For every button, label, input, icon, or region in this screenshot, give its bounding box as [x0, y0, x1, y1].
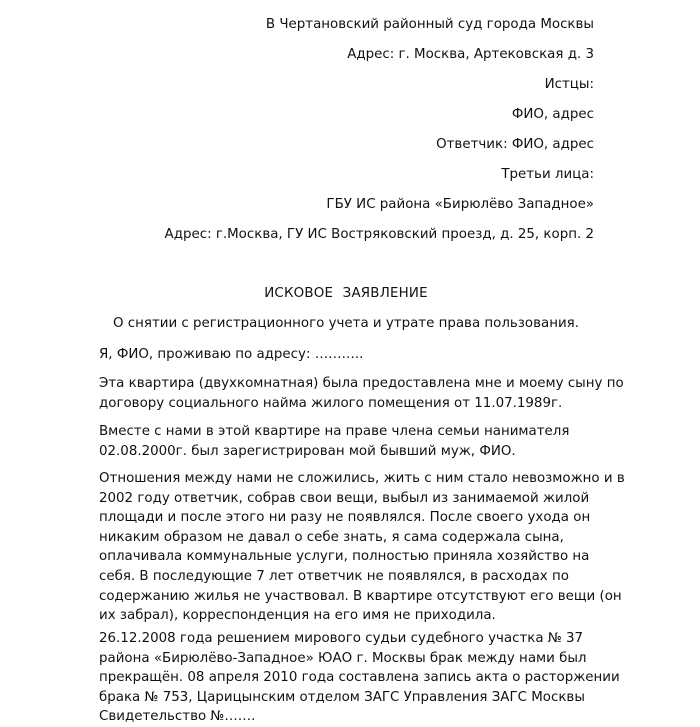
- paragraph-line: 2002 году ответчик, собрав свои вещи, выбыл из занимаемой жилой: [99, 490, 590, 506]
- paragraph-divorce: [99, 629, 620, 727]
- paragraph-line: Свидетельство №…….: [99, 709, 256, 725]
- paragraph-relations: [99, 469, 625, 626]
- paragraph-line: площади и после этого ни разу не появлялся. После своего ухода он: [99, 510, 591, 526]
- paragraph-registration: [99, 422, 599, 461]
- paragraph-line: их забрал), корреспонденция на его имя не приходила.: [99, 608, 496, 624]
- paragraph-line: Вместе с нами в этой квартире на праве члена семьи нанимателя: [99, 424, 570, 439]
- paragraph-line: брака № 753, Царицынским отделом ЗАГС Управления ЗАГС Москвы: [99, 689, 585, 705]
- paragraph-line: Эта квартира (двухкомнатная) была предоставлена мне и моему сыну по: [99, 376, 624, 391]
- paragraph-line: Отношения между нами не сложились, жить с ним стало невозможно и в: [99, 471, 625, 486]
- court-address: Адрес: г. Москва, Артековская д. 3: [347, 47, 594, 62]
- paragraph-line: содержанию жилья не участвовал. В квартире отсутствуют его вещи (он: [99, 588, 622, 604]
- third-party-address: Адрес: г.Москва, ГУ ИС Востряковский проезд, д. 25, корп. 2: [164, 227, 594, 242]
- third-parties-label: Третьи лица:: [501, 167, 594, 182]
- paragraph-apartment: [99, 374, 624, 413]
- paragraph-line: 26.12.2008 года решением мирового судьи судебного участка № 37: [99, 631, 584, 646]
- paragraph-line: договору социального найма жилого помещения от 11.07.1989г.: [99, 395, 563, 411]
- plaintiffs-label: Истцы:: [544, 77, 594, 92]
- defendant-line: Ответчик: ФИО, адрес: [436, 137, 594, 152]
- paragraph-line: района «Бирюлёво-Западное» ЮАО г. Москвы брак между нами был: [99, 650, 587, 666]
- paragraph-line: 02.08.2000г. был зарегистрирован мой бывший муж, ФИО.: [99, 443, 516, 459]
- document-title: ИСКОВОЕ ЗАЯВЛЕНИЕ: [264, 286, 428, 301]
- paragraph-line: себя. В последующие 7 лет ответчик не появлялся, в расходах по: [99, 568, 569, 584]
- document-subtitle: О снятии с регистрационного учета и утрате права пользования.: [112, 316, 579, 331]
- paragraph-line: Я, ФИО, проживаю по адресу: ………..: [99, 347, 364, 362]
- paragraph-residence: [99, 345, 599, 365]
- court-name: В Чертановский районный суд города Москвы: [265, 17, 594, 32]
- paragraph-line: никаким образом не давал о себе знать, я сама содержала сына,: [99, 529, 564, 545]
- paragraph-line: прекращён. 08 апреля 2010 года составлена запись акта о расторжении: [99, 670, 620, 686]
- paragraph-line: оплачивала коммунальные услуги, полностью приняла хозяйство на: [99, 549, 590, 565]
- plaintiffs-value: ФИО, адрес: [511, 107, 594, 122]
- third-party-name: ГБУ ИС района «Бирюлёво Западное»: [326, 197, 594, 212]
